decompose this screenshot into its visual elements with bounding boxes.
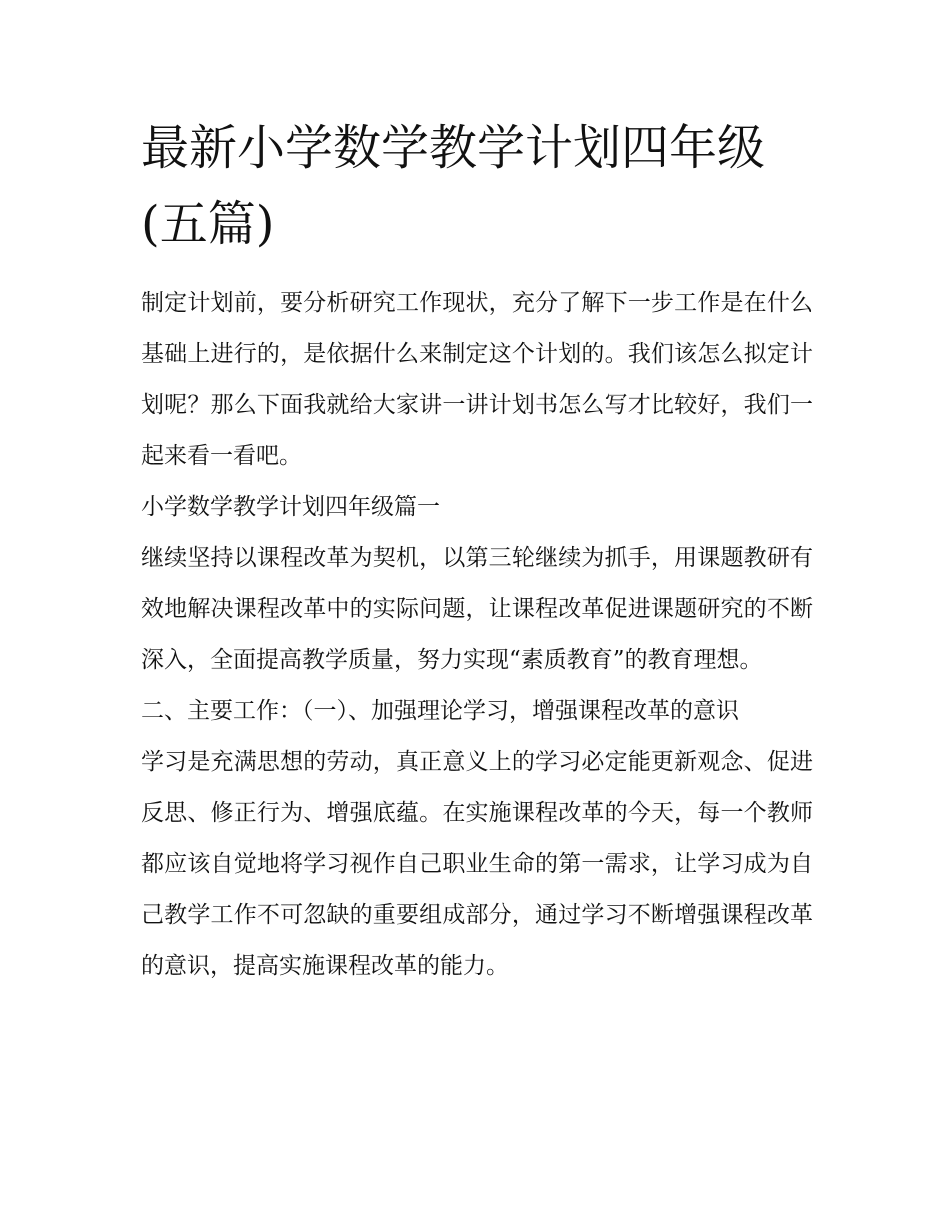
intro-paragraph: 制定计划前，要分析研究工作现状，充分了解下一步工作是在什么基础上进行的，是依据什么来制定这个计划的。我们该怎么拟定计划呢？那么下面我就给大家讲一讲计划书怎么写才比较好，我们一起来看一看吧。: [141, 290, 813, 469]
section-heading-1: 小学数学教学计划四年级篇一: [141, 494, 440, 520]
section-paragraph-2: 学习是充满思想的劳动，真正意义上的学习必定能更新观念、促进反思、修正行为、增强底蕴。在实施课程改革的今天，每一个教师都应该自觉地将学习视作自己职业生命的第一需求，让学习成为自己教学工作不可忽缺的重要组成部分，通过学习不断增强课程改革的意识，提高实施课程改革的能力。: [141, 749, 813, 979]
document-page: [141, 110, 813, 992]
section-heading-2: 二、主要工作：（一）、加强理论学习，增强课程改革的意识: [141, 698, 739, 724]
section-paragraph-1: 继续坚持以课程改革为契机，以第三轮继续为抓手，用课题教研有效地解决课程改革中的实际问题，让课程改革促进课题研究的不断深入，全面提高教学质量，努力实现“素质教育”的教育理想。: [141, 545, 813, 673]
document-title: 最新小学数学教学计划四年级(五篇): [141, 120, 766, 252]
document-body: [141, 278, 813, 992]
